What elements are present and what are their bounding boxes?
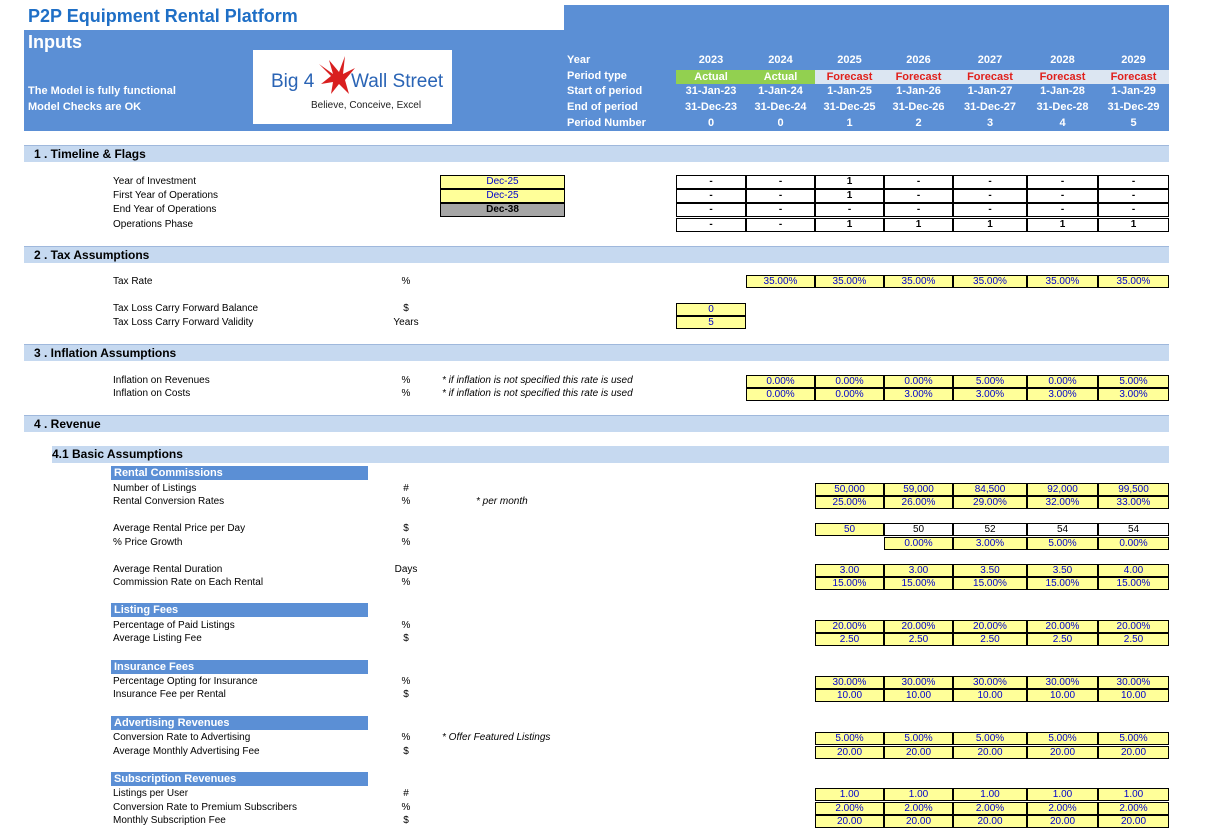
timeline-label: First Year of Operations <box>113 190 219 201</box>
listings-per-user-cell[interactable]: 1.00 <box>815 788 884 801</box>
price-growth-cell[interactable]: 5.00% <box>1027 537 1098 550</box>
commission-rate-cell[interactable]: 15.00% <box>1027 577 1098 590</box>
timeline-flag-cell: - <box>746 175 815 189</box>
premium-conversion-cell[interactable]: 2.00% <box>953 802 1027 815</box>
tlcf-balance-unit: $ <box>403 303 409 314</box>
listing-fee-cell[interactable]: 2.50 <box>1027 633 1098 646</box>
start-period-cell: 1-Jan-24 <box>758 85 803 97</box>
paid-listings-label: Percentage of Paid Listings <box>113 620 235 631</box>
rental-duration-cell[interactable]: 3.00 <box>884 564 953 577</box>
header-band-top <box>564 5 1169 30</box>
timeline-flag-cell: - <box>676 175 746 189</box>
period-number-cell: 3 <box>986 117 994 129</box>
listing-fee-cell[interactable]: 2.50 <box>953 633 1027 646</box>
insurance-fee-unit: $ <box>403 689 409 700</box>
advertising-fee-cell[interactable]: 20.00 <box>1098 746 1169 759</box>
end-period-cell: 31-Dec-26 <box>892 101 945 113</box>
start-period-cell: 31-Jan-23 <box>685 85 737 97</box>
timeline-flag-cell: - <box>1098 175 1169 189</box>
timeline-flag-cell: - <box>1027 175 1098 189</box>
timeline-flag-cell: 1 <box>884 218 953 232</box>
inflation-cost-unit: % <box>401 388 411 399</box>
timeline-flag-cell: - <box>815 203 884 217</box>
commission-rate-cell[interactable]: 15.00% <box>884 577 953 590</box>
insurance-fee-cell[interactable]: 10.00 <box>953 689 1027 702</box>
advertising-fee-cell[interactable]: 20.00 <box>1027 746 1098 759</box>
inflation-revenue-note: * if inflation is not specified this rate is used <box>442 375 633 386</box>
subsection-band <box>52 446 1169 463</box>
insurance-fee-cell[interactable]: 10.00 <box>1098 689 1169 702</box>
logo-text-left: Big 4 <box>271 71 315 92</box>
tax-rate-input[interactable]: 35.00% <box>884 275 953 288</box>
period-number-cell: 5 <box>1130 117 1137 129</box>
listings-per-user-label: Listings per User <box>113 788 189 799</box>
advertising-conversion-cell[interactable]: 5.00% <box>815 732 884 745</box>
end-period-cell: 31-Dec-23 <box>685 101 737 113</box>
rental-conversion-cell[interactable]: 26.00% <box>884 496 953 509</box>
start-period-cell: 1-Jan-29 <box>1111 85 1156 97</box>
timeline-flag-cell: - <box>953 203 1027 217</box>
end-period-cell: 31-Dec-27 <box>964 101 1016 113</box>
rental-price-label: Average Rental Price per Day <box>113 523 246 534</box>
advertising-fee-label: Average Monthly Advertising Fee <box>113 746 260 757</box>
year-cell: 2025 <box>837 54 862 66</box>
insurance-fee-cell[interactable]: 10.00 <box>884 689 953 702</box>
inflation-cost-label: Inflation on Costs <box>113 388 191 399</box>
subscription-fee-cell[interactable]: 20.00 <box>953 815 1027 828</box>
paid-listings-cell[interactable]: 20.00% <box>953 620 1027 633</box>
premium-conversion-cell[interactable]: 2.00% <box>1027 802 1098 815</box>
category-advertising-revenues: Advertising Revenues <box>111 716 368 730</box>
commission-rate-cell[interactable]: 15.00% <box>1098 577 1169 590</box>
subscription-fee-cell[interactable]: 20.00 <box>815 815 884 828</box>
listing-fee-cell[interactable]: 2.50 <box>1098 633 1169 646</box>
period-type-forecast: Forecast <box>1027 70 1098 84</box>
logo-tagline: Believe, Conceive, Excel <box>311 100 422 111</box>
timeline-flag-cell: 1 <box>815 175 884 189</box>
rental-duration-cell[interactable]: 4.00 <box>1098 564 1169 577</box>
insurance-opt-cell[interactable]: 30.00% <box>953 676 1027 689</box>
rental-price-cell: 54 <box>1027 523 1098 536</box>
listings-per-user-cell[interactable]: 1.00 <box>884 788 953 801</box>
status-functional: The Model is fully functional <box>28 85 176 97</box>
inflation-revenue-unit: % <box>401 375 411 386</box>
rental-conversion-cell[interactable]: 25.00% <box>815 496 884 509</box>
tlcf-validity-unit: Years <box>393 317 419 328</box>
price-growth-cell[interactable]: 3.00% <box>953 537 1027 550</box>
subscription-fee-unit: $ <box>403 815 409 826</box>
listing-fee-unit: $ <box>403 633 409 644</box>
inflation-revenue-label: Inflation on Revenues <box>113 375 210 386</box>
category-insurance-fees: Insurance Fees <box>111 660 368 674</box>
timeline-flag-cell: 1 <box>815 189 884 203</box>
paid-listings-cell[interactable]: 20.00% <box>815 620 884 633</box>
advertising-conversion-label: Conversion Rate to Advertising <box>113 732 251 743</box>
listing-fee-cell[interactable]: 2.50 <box>884 633 953 646</box>
insurance-opt-cell[interactable]: 30.00% <box>1098 676 1169 689</box>
timeline-flag-cell: 1 <box>1098 218 1169 232</box>
insurance-opt-cell[interactable]: 30.00% <box>815 676 884 689</box>
period-number-cell: 1 <box>846 117 853 129</box>
period-type-forecast: Forecast <box>884 70 953 84</box>
premium-conversion-label: Conversion Rate to Premium Subscribers <box>113 802 297 813</box>
number-of-listings-cell[interactable]: 59,000 <box>884 483 953 496</box>
subsection-basic-assumptions: 4.1 Basic Assumptions <box>52 447 183 461</box>
number-of-listings-label: Number of Listings <box>113 483 197 494</box>
header-label-period-type: Period type <box>567 70 627 82</box>
listings-per-user-cell[interactable]: 1.00 <box>953 788 1027 801</box>
app-title: P2P Equipment Rental Platform <box>28 6 298 26</box>
timeline-flag-cell: - <box>1027 189 1098 203</box>
advertising-conversion-cell[interactable]: 5.00% <box>1098 732 1169 745</box>
end-period-cell: 31-Dec-28 <box>1036 101 1089 113</box>
timeline-flag-cell: - <box>1027 203 1098 217</box>
inflation-cost-input[interactable]: 3.00% <box>1027 388 1098 401</box>
inflation-cost-input[interactable]: 3.00% <box>884 388 953 401</box>
advertising-conversion-unit: % <box>401 732 411 743</box>
year-cell: 2024 <box>768 54 793 66</box>
period-type-actual: Actual <box>746 70 815 84</box>
period-type-actual: Actual <box>676 70 746 84</box>
paid-listings-unit: % <box>401 620 411 631</box>
section-timeline: 1 . Timeline & Flags <box>24 145 1169 162</box>
commission-rate-label: Commission Rate on Each Rental <box>113 577 264 588</box>
timeline-flag-cell: - <box>953 175 1027 189</box>
logo-text-right: Wall Street <box>351 71 444 92</box>
tax-rate-unit: % <box>401 276 411 287</box>
start-period-cell: 1-Jan-28 <box>1040 85 1085 97</box>
advertising-fee-unit: $ <box>403 746 409 757</box>
rental-price-cell: 54 <box>1098 523 1169 536</box>
timeline-flag-cell: 1 <box>815 218 884 232</box>
end-period-cell: 31-Dec-29 <box>1107 101 1160 113</box>
listings-per-user-cell[interactable]: 1.00 <box>1098 788 1169 801</box>
end-period-cell: 31-Dec-25 <box>823 101 876 113</box>
year-cell: 2029 <box>1121 54 1146 66</box>
inflation-revenue-input[interactable]: 0.00% <box>884 375 953 388</box>
start-period-cell: 1-Jan-27 <box>967 85 1013 97</box>
timeline-label: Year of Investment <box>113 176 197 187</box>
timeline-flag-cell: - <box>676 189 746 203</box>
period-type-forecast: Forecast <box>953 70 1027 84</box>
year-cell: 2023 <box>698 54 724 66</box>
rental-conversion-note: * per month <box>476 496 528 507</box>
advertising-fee-cell[interactable]: 20.00 <box>953 746 1027 759</box>
tax-rate-input[interactable]: 35.00% <box>815 275 884 288</box>
insurance-opt-cell[interactable]: 30.00% <box>1027 676 1098 689</box>
section-tax: 2 . Tax Assumptions <box>24 246 1169 263</box>
tax-rate-input[interactable]: 35.00% <box>1027 275 1098 288</box>
price-growth-unit: % <box>401 537 411 548</box>
period-number-cell: 4 <box>1059 117 1066 129</box>
timeline-date-input[interactable]: Dec-38 <box>440 203 565 217</box>
premium-conversion-unit: % <box>401 802 411 813</box>
section-inflation: 3 . Inflation Assumptions <box>24 344 1169 361</box>
subscription-fee-cell[interactable]: 20.00 <box>884 815 953 828</box>
timeline-flag-cell: - <box>884 175 953 189</box>
advertising-fee-cell[interactable]: 20.00 <box>815 746 884 759</box>
rental-duration-unit: Days <box>394 564 418 575</box>
paid-listings-cell[interactable]: 20.00% <box>1027 620 1098 633</box>
rental-conversion-cell[interactable]: 33.00% <box>1098 496 1169 509</box>
period-type-forecast: Forecast <box>815 70 884 84</box>
advertising-conversion-cell[interactable]: 5.00% <box>953 732 1027 745</box>
status-checks: Model Checks are OK <box>28 101 142 113</box>
header-label-end: End of period <box>567 101 638 113</box>
company-logo <box>253 50 452 124</box>
insurance-opt-label: Percentage Opting for Insurance <box>113 676 258 687</box>
timeline-flag-cell: - <box>884 203 953 217</box>
insurance-fee-cell[interactable]: 10.00 <box>815 689 884 702</box>
tax-rate-input[interactable]: 35.00% <box>1098 275 1169 288</box>
paid-listings-cell[interactable]: 20.00% <box>1098 620 1169 633</box>
insurance-opt-cell[interactable]: 30.00% <box>884 676 953 689</box>
start-period-cell: 1-Jan-25 <box>827 85 872 97</box>
inflation-revenue-input[interactable]: 5.00% <box>1098 375 1169 388</box>
timeline-label: End Year of Operations <box>113 204 217 215</box>
number-of-listings-unit: # <box>403 483 409 494</box>
rental-duration-cell[interactable]: 3.00 <box>815 564 884 577</box>
category-rental-commissions: Rental Commissions <box>111 466 368 480</box>
timeline-flag-cell: - <box>953 189 1027 203</box>
rental-conversion-cell[interactable]: 32.00% <box>1027 496 1098 509</box>
header-label-start: Start of period <box>567 85 643 97</box>
price-growth-label: % Price Growth <box>113 537 183 548</box>
timeline-flag-cell: - <box>746 203 815 217</box>
subscription-fee-cell[interactable]: 20.00 <box>1098 815 1169 828</box>
number-of-listings-cell[interactable]: 84,500 <box>953 483 1027 496</box>
subscription-fee-label: Monthly Subscription Fee <box>113 815 226 826</box>
insurance-fee-cell[interactable]: 10.00 <box>1027 689 1098 702</box>
start-period-cell: 1-Jan-26 <box>896 85 941 97</box>
tlcf-balance-input[interactable]: 0 <box>676 303 746 316</box>
timeline-flag-cell: - <box>1098 203 1169 217</box>
inflation-cost-input[interactable]: 0.00% <box>746 388 815 401</box>
rental-price-unit: $ <box>403 523 409 534</box>
timeline-date-input[interactable]: Dec-25 <box>440 175 565 189</box>
timeline-flag-cell: - <box>746 218 815 232</box>
listing-fee-cell[interactable]: 2.50 <box>815 633 884 646</box>
timeline-date-input[interactable]: Dec-25 <box>440 189 565 203</box>
price-growth-cell[interactable]: 0.00% <box>1098 537 1169 550</box>
inflation-cost-input[interactable]: 3.00% <box>953 388 1027 401</box>
period-type-forecast: Forecast <box>1098 70 1169 84</box>
commission-rate-unit: % <box>401 577 411 588</box>
sheet-title: Inputs <box>28 32 82 52</box>
premium-conversion-cell[interactable]: 2.00% <box>815 802 884 815</box>
tlcf-validity-input[interactable]: 5 <box>676 316 746 329</box>
tax-rate-input[interactable]: 35.00% <box>746 275 815 288</box>
paid-listings-cell[interactable]: 20.00% <box>884 620 953 633</box>
advertising-conversion-note: * Offer Featured Listings <box>442 732 551 743</box>
price-growth-cell[interactable]: 0.00% <box>884 537 953 550</box>
inflation-revenue-input[interactable]: 0.00% <box>1027 375 1098 388</box>
inflation-cost-input[interactable]: 3.00% <box>1098 388 1169 401</box>
timeline-flag-cell: - <box>746 189 815 203</box>
rental-price-cell: 52 <box>953 523 1027 536</box>
inflation-revenue-input[interactable]: 0.00% <box>746 375 815 388</box>
commission-rate-cell[interactable]: 15.00% <box>815 577 884 590</box>
rental-duration-cell[interactable]: 3.50 <box>1027 564 1098 577</box>
rental-conversion-unit: % <box>401 496 411 507</box>
timeline-label: Operations Phase <box>113 219 194 230</box>
inflation-revenue-input[interactable]: 5.00% <box>953 375 1027 388</box>
period-number-cell: 2 <box>915 117 922 129</box>
timeline-flag-cell: 1 <box>1027 218 1098 232</box>
listings-per-user-cell[interactable]: 1.00 <box>1027 788 1098 801</box>
subscription-fee-cell[interactable]: 20.00 <box>1027 815 1098 828</box>
advertising-conversion-cell[interactable]: 5.00% <box>1027 732 1098 745</box>
rental-price-cell: 50 <box>884 523 953 536</box>
advertising-fee-cell[interactable]: 20.00 <box>884 746 953 759</box>
number-of-listings-cell[interactable]: 92,000 <box>1027 483 1098 496</box>
end-period-cell: 31-Dec-24 <box>754 101 807 113</box>
inflation-revenue-input[interactable]: 0.00% <box>815 375 884 388</box>
category-subscription-revenues: Subscription Revenues <box>111 772 368 786</box>
number-of-listings-cell[interactable]: 99,500 <box>1098 483 1169 496</box>
inflation-cost-note: * if inflation is not specified this rate is used <box>442 388 633 399</box>
year-cell: 2027 <box>977 54 1003 66</box>
section-revenue: 4 . Revenue <box>24 415 1169 432</box>
rental-conversion-label: Rental Conversion Rates <box>113 496 225 507</box>
advertising-conversion-cell[interactable]: 5.00% <box>884 732 953 745</box>
premium-conversion-cell[interactable]: 2.00% <box>1098 802 1169 815</box>
period-number-cell: 0 <box>777 117 784 129</box>
category-listing-fees: Listing Fees <box>111 603 368 617</box>
rental-duration-label: Average Rental Duration <box>113 564 223 575</box>
tlcf-balance-label: Tax Loss Carry Forward Balance <box>113 303 259 314</box>
rental-duration-cell[interactable]: 3.50 <box>953 564 1027 577</box>
timeline-flag-cell: - <box>676 218 746 232</box>
timeline-flag-cell: 1 <box>953 218 1027 232</box>
listing-fee-label: Average Listing Fee <box>113 633 202 644</box>
premium-conversion-cell[interactable]: 2.00% <box>884 802 953 815</box>
timeline-flag-cell: - <box>1098 189 1169 203</box>
period-number-cell: 0 <box>707 117 715 129</box>
inflation-cost-input[interactable]: 0.00% <box>815 388 884 401</box>
tlcf-validity-label: Tax Loss Carry Forward Validity <box>113 317 254 328</box>
insurance-opt-unit: % <box>401 676 411 687</box>
tax-rate-label: Tax Rate <box>113 276 153 287</box>
header-label-year: Year <box>567 54 591 66</box>
timeline-flag-cell: - <box>676 203 746 217</box>
timeline-flag-cell: - <box>884 189 953 203</box>
rental-price-cell[interactable]: 50 <box>815 523 884 536</box>
rental-conversion-cell[interactable]: 29.00% <box>953 496 1027 509</box>
insurance-fee-label: Insurance Fee per Rental <box>113 689 226 700</box>
commission-rate-cell[interactable]: 15.00% <box>953 577 1027 590</box>
listings-per-user-unit: # <box>403 788 409 799</box>
number-of-listings-cell[interactable]: 50,000 <box>815 483 884 496</box>
year-cell: 2028 <box>1050 54 1075 66</box>
tax-rate-input[interactable]: 35.00% <box>953 275 1027 288</box>
year-cell: 2026 <box>906 54 931 66</box>
header-label-period-number: Period Number <box>567 117 646 129</box>
